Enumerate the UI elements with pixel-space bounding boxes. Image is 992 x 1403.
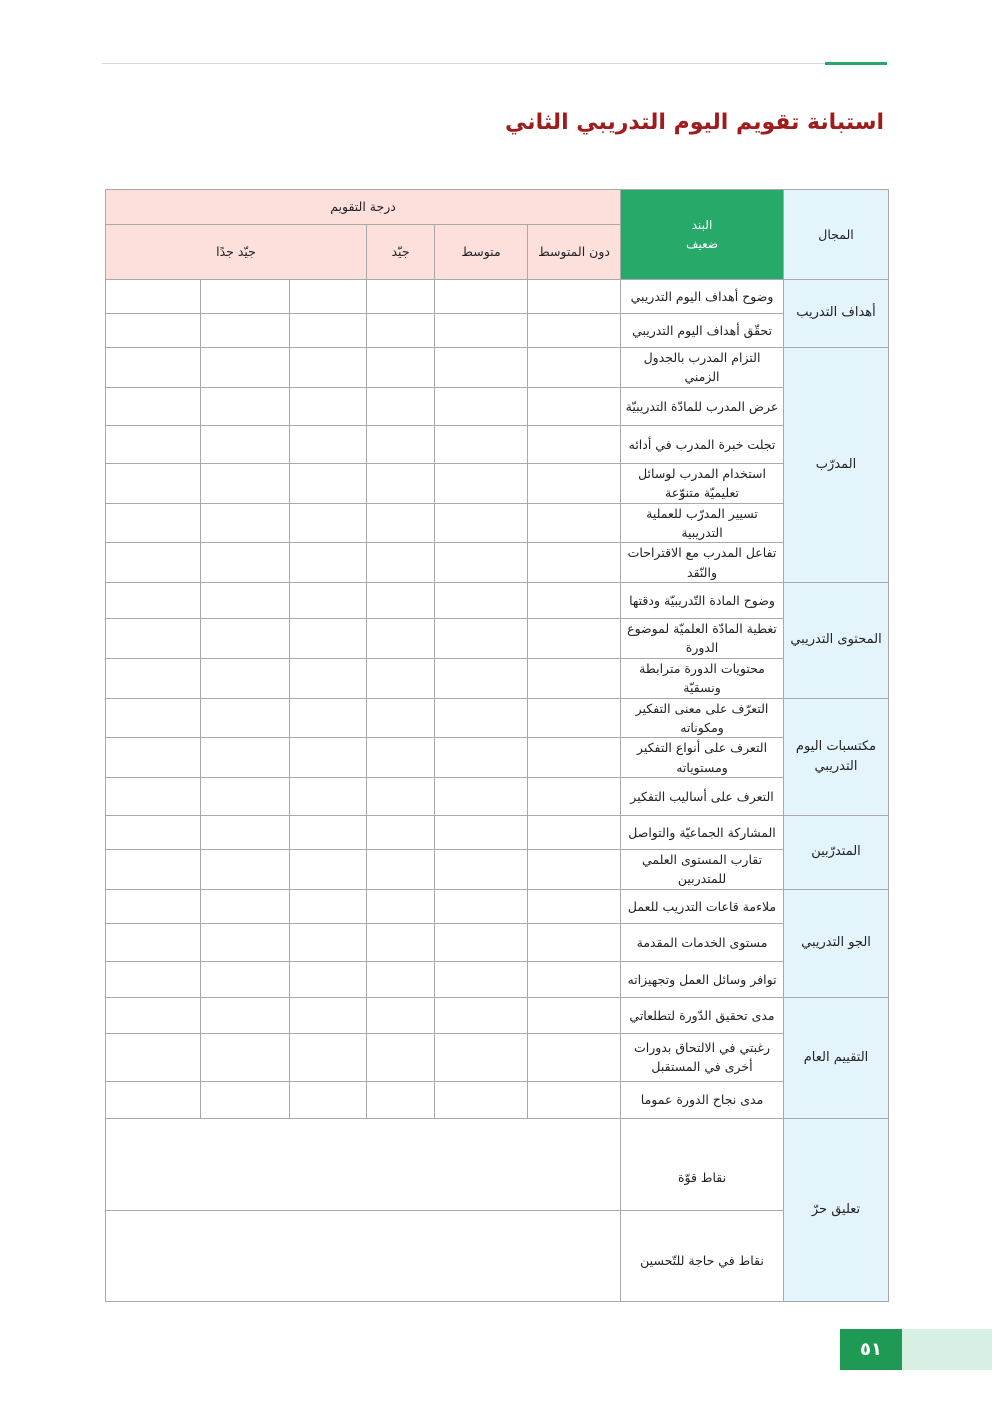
rating-cell[interactable]	[435, 503, 528, 543]
rating-cell[interactable]	[435, 348, 528, 388]
rating-cell[interactable]	[290, 738, 367, 778]
rating-cell[interactable]	[106, 778, 201, 816]
table-row	[106, 583, 889, 619]
item-cell: عرض المدرب للمادّة التدريبيّة	[621, 387, 784, 425]
rating-cell[interactable]	[367, 543, 435, 583]
rating-cell[interactable]	[106, 387, 201, 425]
rating-cell[interactable]	[528, 280, 621, 314]
item-cell: تقارب المستوى العلمي للمتدربين	[621, 850, 784, 890]
item-cell: التعرف على أساليب التفكير	[621, 778, 784, 816]
rating-cell[interactable]	[435, 543, 528, 583]
rating-cell[interactable]	[528, 658, 621, 698]
table-row	[106, 889, 889, 923]
rating-cell[interactable]	[201, 619, 290, 659]
rating-cell[interactable]	[201, 850, 290, 890]
rating-cell[interactable]	[290, 463, 367, 503]
rating-cell[interactable]	[201, 387, 290, 425]
rating-cell[interactable]	[528, 503, 621, 543]
rating-cell[interactable]	[290, 314, 367, 348]
rating-cell[interactable]	[290, 348, 367, 388]
rating-cell[interactable]	[367, 816, 435, 850]
item-cell: مدى تحقيق الدّورة لتطلعاتي	[621, 997, 784, 1033]
table-row	[106, 1033, 889, 1081]
rating-cell[interactable]	[290, 778, 367, 816]
rating-cell[interactable]	[435, 778, 528, 816]
rating-cell[interactable]	[290, 425, 367, 463]
top-accent	[825, 62, 887, 65]
rating-cell[interactable]	[201, 738, 290, 778]
table-row	[106, 543, 889, 583]
rating-cell[interactable]	[435, 658, 528, 698]
rating-cell[interactable]	[106, 463, 201, 503]
table-row	[106, 348, 889, 388]
rating-cell[interactable]	[367, 923, 435, 961]
rating-cell[interactable]	[367, 961, 435, 997]
rating-cell[interactable]	[367, 738, 435, 778]
table-row	[106, 738, 889, 778]
rating-cell[interactable]	[528, 543, 621, 583]
rating-cell[interactable]	[528, 425, 621, 463]
table-row	[106, 997, 889, 1033]
rating-cell[interactable]	[106, 816, 201, 850]
domain-cell: مكتسبات اليوم التدريبي	[784, 698, 889, 816]
table-row	[106, 778, 889, 816]
item-cell: توافر وسائل العمل وتجهيزاته	[621, 961, 784, 997]
rating-cell[interactable]	[290, 543, 367, 583]
rating-cell[interactable]	[528, 778, 621, 816]
item-cell: مدى نجاح الدورة عموما	[621, 1081, 784, 1118]
rating-cell[interactable]	[290, 961, 367, 997]
strengths-input[interactable]	[106, 1118, 621, 1210]
strengths-label: نقاط قوّة	[621, 1118, 784, 1210]
rating-cell[interactable]	[367, 425, 435, 463]
domain-cell: المتدرّبين	[784, 816, 889, 890]
table-row	[106, 961, 889, 997]
item-cell: التزام المدرب بالجدول الزمني	[621, 348, 784, 388]
item-header	[621, 190, 784, 280]
rating-cell[interactable]	[367, 280, 435, 314]
level-good: جيّد	[367, 225, 435, 280]
table-row	[106, 1081, 889, 1118]
rating-cell[interactable]	[201, 543, 290, 583]
improvements-label: نقاط في حاجة للتّحسين	[621, 1210, 784, 1301]
table-row	[106, 425, 889, 463]
rating-cell[interactable]	[367, 889, 435, 923]
rating-cell[interactable]	[435, 889, 528, 923]
rating-cell[interactable]	[201, 698, 290, 738]
rating-cell[interactable]	[435, 850, 528, 890]
rating-cell[interactable]	[106, 850, 201, 890]
rating-cell[interactable]	[367, 698, 435, 738]
rating-cell[interactable]	[367, 778, 435, 816]
rating-cell[interactable]	[106, 348, 201, 388]
rating-cell[interactable]	[106, 543, 201, 583]
level-average: متوسط	[435, 225, 528, 280]
rating-cell[interactable]	[528, 1081, 621, 1118]
rating-cell[interactable]	[435, 314, 528, 348]
rating-cell[interactable]	[106, 503, 201, 543]
rating-cell[interactable]	[528, 348, 621, 388]
item-cell: وضوح المادة التّدريبيّة ودقتها	[621, 583, 784, 619]
rating-cell[interactable]	[201, 778, 290, 816]
rating-cell[interactable]	[435, 619, 528, 659]
rating-cell[interactable]	[201, 463, 290, 503]
item-cell: وضوح أهداف اليوم التدريبي	[621, 280, 784, 314]
rating-cell[interactable]	[367, 1033, 435, 1081]
item-cell: المشاركة الجماعيّة والتواصل	[621, 816, 784, 850]
rating-cell[interactable]	[106, 658, 201, 698]
item-cell: ملاءمة قاعات التدريب للعمل	[621, 889, 784, 923]
rating-cell[interactable]	[290, 889, 367, 923]
rating-cell[interactable]	[106, 314, 201, 348]
evaluation-table	[105, 189, 889, 1302]
rating-cell[interactable]	[201, 583, 290, 619]
table-row	[106, 698, 889, 738]
table-row	[106, 658, 889, 698]
rating-cell[interactable]	[528, 314, 621, 348]
rating-cell[interactable]	[201, 961, 290, 997]
item-cell: تجلت خبرة المدرب في أدائه	[621, 425, 784, 463]
rating-cell[interactable]	[106, 619, 201, 659]
item-cell: التعرّف على معنى التفكير ومكوناته	[621, 698, 784, 738]
rating-cell[interactable]	[435, 583, 528, 619]
rating-cell[interactable]	[528, 961, 621, 997]
level-very-good: جيّد جدًا	[106, 225, 367, 280]
rating-cell[interactable]	[106, 961, 201, 997]
rating-cell[interactable]	[290, 619, 367, 659]
rating-cell[interactable]	[528, 850, 621, 890]
rating-cell[interactable]	[435, 463, 528, 503]
top-rule	[102, 63, 887, 64]
rating-cell[interactable]	[201, 658, 290, 698]
item-cell: رغبتي في الالتحاق بدورات أخرى في المستقبل	[621, 1033, 784, 1081]
rating-cell[interactable]	[106, 425, 201, 463]
table-row	[106, 314, 889, 348]
rating-cell[interactable]	[528, 387, 621, 425]
rating-cell[interactable]	[106, 1033, 201, 1081]
rating-cell[interactable]	[435, 1081, 528, 1118]
rating-cell[interactable]	[290, 503, 367, 543]
rating-cell[interactable]	[201, 503, 290, 543]
comment-section	[106, 1118, 889, 1301]
item-header-line1: البند	[691, 217, 713, 232]
page-tab-decoration	[902, 1329, 992, 1370]
rating-cell[interactable]	[367, 850, 435, 890]
table-row	[106, 463, 889, 503]
item-cell: استخدام المدرب لوسائل تعليميّة متنوّعة	[621, 463, 784, 503]
rating-cell[interactable]	[435, 961, 528, 997]
table-row	[106, 280, 889, 314]
rating-cell[interactable]	[201, 889, 290, 923]
rating-cell[interactable]	[435, 425, 528, 463]
rating-cell[interactable]	[290, 1033, 367, 1081]
rating-cell[interactable]	[435, 387, 528, 425]
rating-cell[interactable]	[201, 1033, 290, 1081]
rating-cell[interactable]	[201, 816, 290, 850]
rating-degree-header: درجة التقويم	[106, 190, 621, 225]
rating-cell[interactable]	[367, 658, 435, 698]
rating-cell[interactable]	[367, 348, 435, 388]
rating-cell[interactable]	[201, 1081, 290, 1118]
rating-cell[interactable]	[201, 348, 290, 388]
table-row	[106, 923, 889, 961]
rating-cell[interactable]	[528, 889, 621, 923]
rating-cell[interactable]	[367, 387, 435, 425]
table-row	[106, 619, 889, 659]
table-row	[106, 387, 889, 425]
rating-cell[interactable]	[201, 280, 290, 314]
comment-label: تعليق حرّ	[784, 1118, 889, 1301]
item-cell: مستوى الخدمات المقدمة	[621, 923, 784, 961]
item-cell: تغطية المادّة العلميّة لموضوع الدورة	[621, 619, 784, 659]
rating-cell[interactable]	[290, 850, 367, 890]
rating-cell[interactable]	[106, 583, 201, 619]
page-number: ٥١	[840, 1329, 902, 1370]
item-cell: تحقّق أهداف اليوم التدريبي	[621, 314, 784, 348]
rating-cell[interactable]	[435, 698, 528, 738]
rating-cell[interactable]	[290, 1081, 367, 1118]
rating-cell[interactable]	[290, 583, 367, 619]
rating-cell[interactable]	[290, 280, 367, 314]
rating-cell[interactable]	[106, 923, 201, 961]
rating-cell[interactable]	[106, 1081, 201, 1118]
domain-cell: أهداف التدريب	[784, 280, 889, 348]
table-row	[106, 850, 889, 890]
rating-cell[interactable]	[290, 997, 367, 1033]
item-cell: تسيير المدرّب للعملية التدريبية	[621, 503, 784, 543]
rating-cell[interactable]	[290, 658, 367, 698]
item-cell: التعرف على أنواع التفكير ومستوياته	[621, 738, 784, 778]
domain-cell: المدرّب	[784, 348, 889, 583]
item-cell: محتويات الدورة مترابطة ونسقيّة	[621, 658, 784, 698]
rating-cell[interactable]	[367, 463, 435, 503]
rating-cell[interactable]	[201, 997, 290, 1033]
rating-cell[interactable]	[106, 698, 201, 738]
rating-cell[interactable]	[528, 997, 621, 1033]
rating-cell[interactable]	[528, 923, 621, 961]
domain-cell: الجو التدريبي	[784, 889, 889, 997]
table-row	[106, 503, 889, 543]
rating-cell[interactable]	[106, 738, 201, 778]
rating-cell[interactable]	[435, 923, 528, 961]
page-title: استبانة تقويم اليوم التدريبي الثاني	[505, 110, 884, 135]
table-row	[106, 816, 889, 850]
rating-cell[interactable]	[528, 619, 621, 659]
rating-cell[interactable]	[367, 314, 435, 348]
rating-cell[interactable]	[367, 997, 435, 1033]
rating-cell[interactable]	[290, 698, 367, 738]
rating-cell[interactable]	[435, 1033, 528, 1081]
rating-cell[interactable]	[367, 619, 435, 659]
survey-body	[106, 280, 889, 1119]
item-cell: تفاعل المدرب مع الاقتراحات والنّقد	[621, 543, 784, 583]
rating-cell[interactable]	[290, 387, 367, 425]
rating-cell[interactable]	[528, 698, 621, 738]
rating-cell[interactable]	[528, 1033, 621, 1081]
domain-cell: المحتوى التدريبي	[784, 583, 889, 699]
rating-cell[interactable]	[435, 738, 528, 778]
rating-cell[interactable]	[106, 997, 201, 1033]
rating-cell[interactable]	[435, 816, 528, 850]
domain-header: المجال	[784, 190, 889, 280]
rating-cell[interactable]	[528, 463, 621, 503]
level-below-average: دون المتوسط	[528, 225, 621, 280]
rating-cell[interactable]	[290, 816, 367, 850]
item-header-line2: ضعيف	[686, 236, 719, 251]
rating-cell[interactable]	[367, 1081, 435, 1118]
improvements-input[interactable]	[106, 1210, 621, 1301]
rating-cell[interactable]	[435, 997, 528, 1033]
rating-cell[interactable]	[367, 583, 435, 619]
rating-cell[interactable]	[528, 816, 621, 850]
rating-cell[interactable]	[201, 923, 290, 961]
rating-cell[interactable]	[290, 923, 367, 961]
rating-cell[interactable]	[528, 583, 621, 619]
rating-cell[interactable]	[435, 280, 528, 314]
rating-cell[interactable]	[106, 280, 201, 314]
rating-cell[interactable]	[528, 738, 621, 778]
rating-cell[interactable]	[367, 503, 435, 543]
rating-cell[interactable]	[201, 425, 290, 463]
domain-cell: التقييم العام	[784, 997, 889, 1118]
rating-cell[interactable]	[106, 889, 201, 923]
rating-cell[interactable]	[201, 314, 290, 348]
